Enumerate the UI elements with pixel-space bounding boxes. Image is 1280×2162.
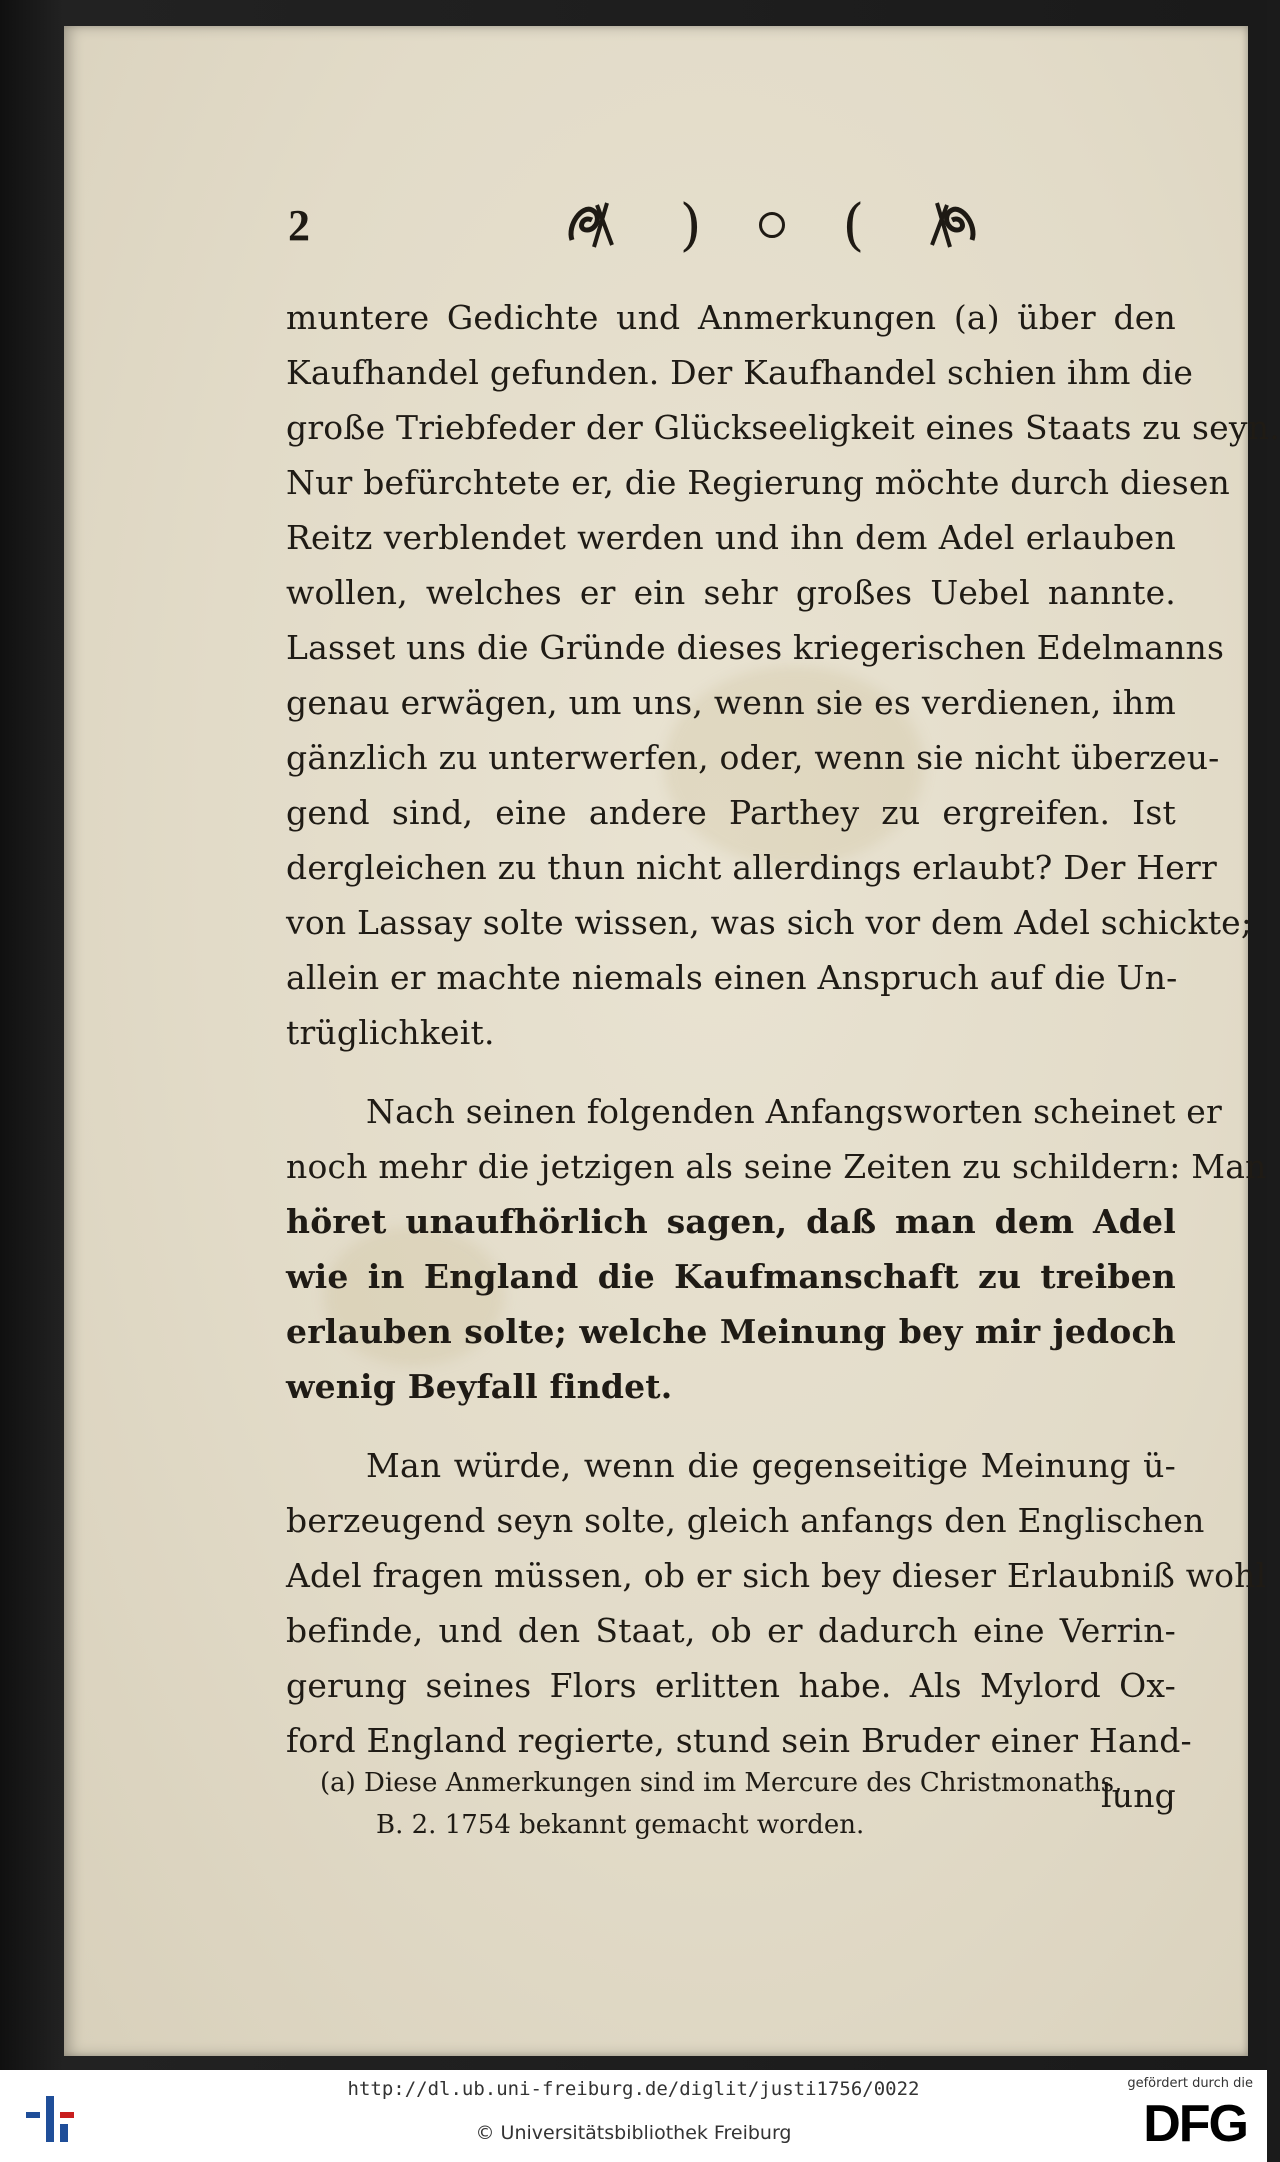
footnote — [320, 1762, 1180, 1846]
text-line: allein er machte niemals einen Anspruch auf die Un- — [286, 958, 1178, 997]
text-line: ford England regierte, stund sein Bruder einer Hand- — [286, 1721, 1192, 1760]
text-line: wenig Beyfall findet. — [286, 1367, 673, 1406]
text-line: wie in England die Kaufmanschaft zu treiben — [286, 1257, 1176, 1296]
text-line: von Lassay solte wissen, was sich vor dem Adel schickte; — [286, 903, 1253, 942]
dfg-logo: DFG — [1143, 2095, 1247, 2153]
text-line: dergleichen zu thun nicht allerdings erlaubt? Der Herr — [286, 848, 1217, 887]
viewer-footer — [0, 2070, 1267, 2162]
text-line: gerung seines Flors erlitten habe. Als Mylord Ox- — [286, 1666, 1176, 1705]
body-text — [286, 290, 1280, 1823]
ornament-circle — [759, 212, 785, 238]
text-line: höret unaufhörlich sagen, daß man dem Adel — [286, 1202, 1176, 1241]
permalink[interactable]: http://dl.ub.uni-freiburg.de/diglit/justi1756/0022 — [347, 2078, 920, 2100]
text-line: Man würde, wenn die gegenseitige Meinung ü- — [366, 1446, 1176, 1485]
ornament-paren-left: ) — [679, 192, 702, 258]
ornament-paren-right: ( — [842, 192, 865, 258]
text-line: muntere Gedichte und Anmerkungen (a) über den — [286, 298, 1176, 337]
text-line: befinde, und den Staat, ob er dadurch eine Verrin- — [286, 1611, 1176, 1650]
footnote-line: (a) Diese Anmerkungen sind im Mercure des Christmonaths, — [320, 1768, 1123, 1798]
text-line: gend sind, eine andere Parthey zu ergreifen. Ist — [286, 793, 1176, 832]
text-line: lung — [1101, 1776, 1176, 1815]
footnote-line: B. 2. 1754 bekannt gemacht worden. — [376, 1810, 865, 1840]
text-line: erlauben solte; welche Meinung bey mir jedoch — [286, 1312, 1176, 1351]
paragraph-gap — [286, 1060, 1176, 1084]
text-line: berzeugend seyn solte, gleich anfangs den Englischen — [286, 1501, 1205, 1540]
fleuron-icon — [922, 195, 982, 255]
paragraph-gap — [286, 1414, 1176, 1438]
page-header — [222, 190, 1172, 270]
text-line: große Triebfeder der Glückseeligkeit eines Staats zu seyn. — [286, 408, 1280, 447]
text-line: wollen, welches er ein sehr großes Uebel nannte. — [286, 573, 1176, 612]
text-line: trüglichkeit. — [286, 1013, 495, 1052]
text-line: gänzlich zu unterwerfen, oder, wenn sie nicht überzeu- — [286, 738, 1220, 777]
text-line: Nur befürchtete er, die Regierung möchte durch diesen — [286, 463, 1231, 502]
text-line: noch mehr die jetzigen als seine Zeiten zu schildern: Man — [286, 1147, 1267, 1186]
text-line: genau erwägen, um uns, wenn sie es verdienen, ihm — [286, 683, 1176, 722]
text-line: Lasset uns die Gründe dieses kriegerischen Edelmanns — [286, 628, 1225, 667]
funding-label: gefördert durch die — [1127, 2076, 1253, 2091]
text-line: Kaufhandel gefunden. Der Kaufhandel schien ihm die — [286, 353, 1194, 392]
text-line: Nach seinen folgenden Anfangsworten scheinet er — [366, 1092, 1222, 1131]
copyright-notice: © Universitätsbibliothek Freiburg — [475, 2122, 792, 2144]
header-ornament — [562, 190, 982, 260]
text-line: Reitz verblendet werden und ihn dem Adel erlauben — [286, 518, 1176, 557]
fleuron-icon — [562, 195, 622, 255]
page-number: 2 — [288, 201, 310, 250]
text-line: Adel fragen müssen, ob er sich bey dieser Erlaubniß wohl — [286, 1556, 1267, 1595]
